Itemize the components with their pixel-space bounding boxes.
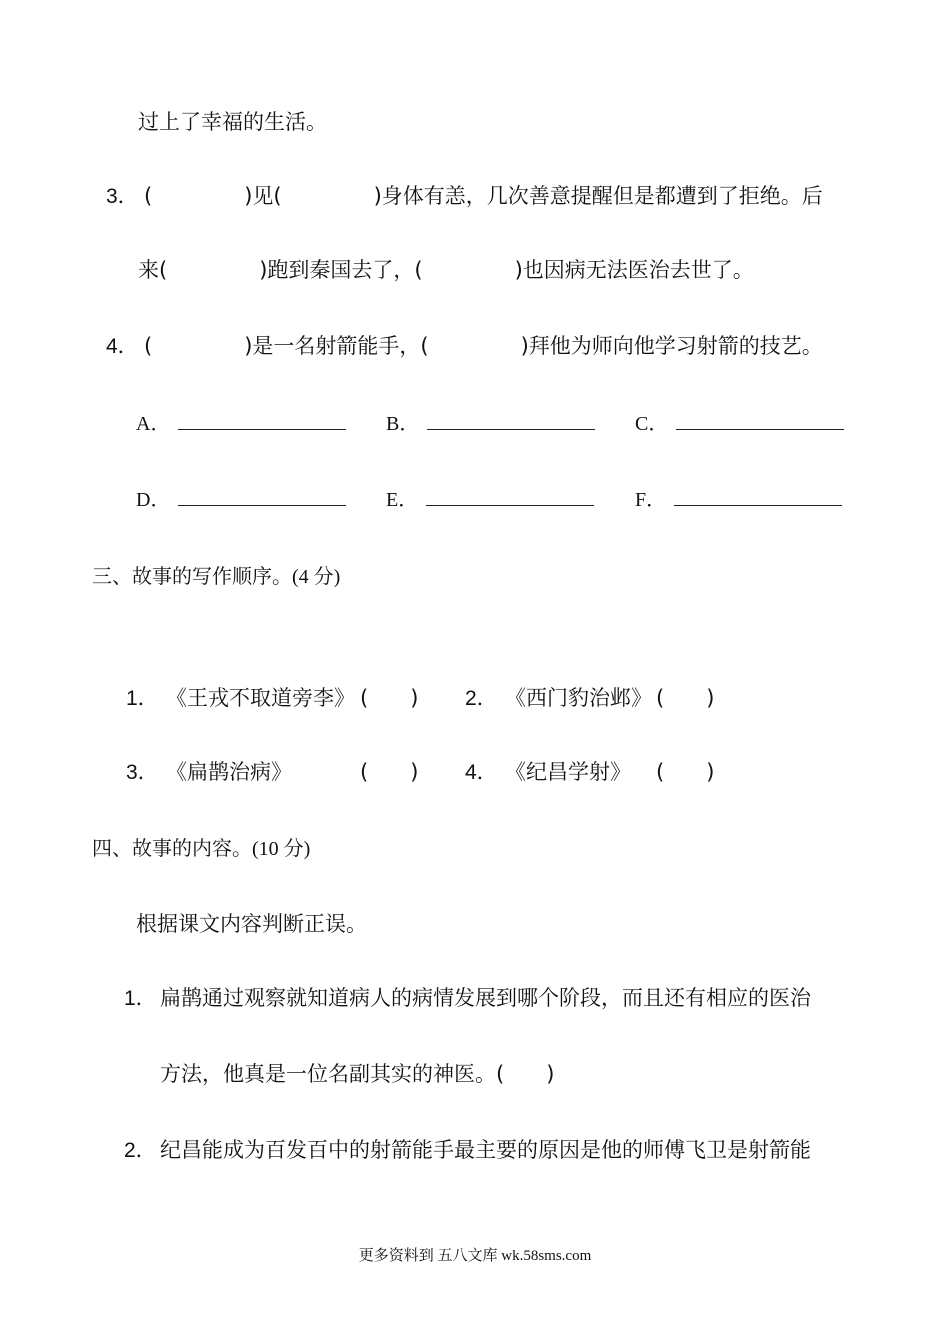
judge-question-1-line-2 — [160, 1060, 554, 1088]
order-item-3: 3． 《扁鹊治病》 — [126, 760, 292, 784]
question-number: 3． — [106, 185, 139, 208]
continuation-line: 过上了幸福的生活。 — [138, 110, 327, 134]
option-c: C． — [635, 410, 844, 438]
text-segment: )拜他为师向他学习射箭的技艺。 — [520, 334, 823, 358]
option-answer-line[interactable] — [676, 411, 844, 430]
text-segment: )是一名射箭能手，( — [244, 334, 429, 358]
judge-question-2-line-1 — [124, 1136, 811, 1165]
section-title: 三、故事的写作顺序。 — [92, 564, 292, 588]
text-segment: )也因病无法医治去世了。 — [514, 258, 754, 282]
section-4-instruction: 根据课文内容判断正误。 — [136, 912, 367, 936]
section-score: (10 分) — [252, 838, 311, 860]
question-3-line-2 — [138, 256, 754, 284]
paren: ( — [144, 334, 153, 358]
question-text: 方法，他真是一位名副其实的神医。 — [160, 1062, 496, 1086]
question-text: 纪昌能成为百发百中的射箭能手最主要的原因是他的师傅飞卫是射箭能 — [160, 1138, 811, 1162]
text-segment: )见( — [244, 184, 282, 208]
order-answer-2[interactable]: ( ) — [656, 686, 715, 710]
footer-source: 更多资料到 五八文库 wk.58sms.com — [358, 1248, 592, 1264]
judge-question-1-line-1 — [124, 984, 811, 1013]
section-title: 四、故事的内容。 — [92, 836, 252, 860]
option-answer-line[interactable] — [674, 487, 842, 506]
section-3-heading — [92, 562, 340, 591]
paren: ( — [144, 184, 153, 208]
question-4-line — [106, 332, 823, 361]
order-answer-3[interactable]: ( ) — [360, 760, 419, 784]
option-b: B． — [386, 410, 595, 438]
question-number: 1． — [124, 987, 157, 1010]
option-f: F． — [635, 486, 842, 514]
text-segment: )跑到秦国去了，( — [259, 258, 423, 282]
section-score: (4 分) — [292, 566, 341, 588]
question-number: 2． — [124, 1139, 157, 1162]
option-a: A． — [136, 410, 346, 438]
option-d: D． — [136, 486, 346, 514]
option-answer-line[interactable] — [426, 487, 594, 506]
question-3-line-1 — [106, 182, 823, 211]
question-text: 扁鹊通过观察就知道病人的病情发展到哪个阶段，而且还有相应的医治 — [160, 986, 811, 1010]
order-item-4: 4． 《纪昌学射》 — [465, 760, 631, 784]
option-e: E． — [386, 486, 594, 514]
order-answer-4[interactable]: ( ) — [656, 760, 715, 784]
judge-answer[interactable]: ( ) — [496, 1062, 555, 1086]
option-answer-line[interactable] — [178, 411, 346, 430]
text-segment: 来( — [138, 258, 168, 282]
order-item-1: 1． 《王戎不取道旁李》 — [126, 686, 355, 710]
option-answer-line[interactable] — [178, 487, 346, 506]
section-4-heading — [92, 834, 310, 863]
order-answer-1[interactable]: ( ) — [360, 686, 419, 710]
text-segment: )身体有恙，几次善意提醒但是都遭到了拒绝。后 — [373, 184, 823, 208]
order-item-2: 2． 《西门豹治邺》 — [465, 686, 652, 710]
question-number: 4． — [106, 335, 139, 358]
option-answer-line[interactable] — [427, 411, 595, 430]
